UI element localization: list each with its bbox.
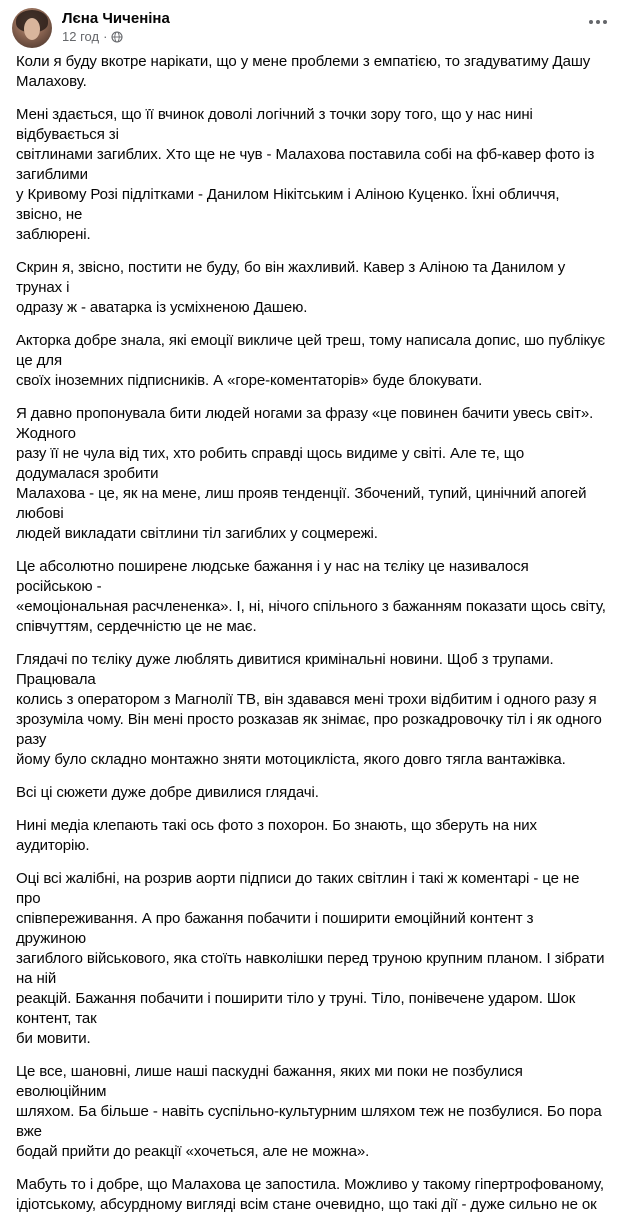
author-name[interactable]: Лєна Чиченіна — [62, 10, 170, 27]
paragraph: Глядачі по тєліку дуже люблять дивитися кримінальні новини. Щоб з трупами. Працювала колись з оператором з Магнолії ТВ, він здавався мені трохи відбитим і одного разу я зрозуміла чому. Він мені просто розказав як знімає, про розкадровочку тіл і як одного разу йому було складно монтажно зняти мотоцикліста, якого довго тягла вантажівка. — [16, 651, 602, 768]
paragraph: Скрин я, звісно, постити не буду, бо він жахливий. Кавер з Аліною та Данилом у трунах і одразу ж - аватарка із усміхненою Дашею. — [16, 259, 566, 316]
paragraph: Я давно пропонувала бити людей ногами за фразу «це повинен бачити увесь світ». Жодного разу її не чула від тих, хто робить справді щось видиме у світі. Але те, що додумалася зробити Малахова - це, як на мене, лиш прояв тенденції. Збочений, тупий, цинічний апогей любові людей викладати світлини тіл загиблих у соцмережі. — [16, 405, 594, 542]
avatar-face — [24, 18, 40, 40]
paragraph: Оці всі жалібні, на розрив аорти підписи до таких світлин і такі ж коментарі - це не про співпереживання. А про бажання побачити і поширити емоційний контент з дружиною загиблого військового, яка стоїть навколішки перед труною крупним планом. І зібрати на ній реакцій. Бажання побачити і поширити тіло у труні. Тіло, понівечене ударом. Шок контент, так би мовити. — [16, 870, 605, 1047]
avatar[interactable] — [12, 8, 52, 48]
paragraph: Всі ці сюжети дуже добре дивилися глядачі. — [16, 784, 319, 801]
more-options-icon — [588, 19, 608, 25]
post-time[interactable]: 12 год — [62, 29, 100, 44]
globe-icon[interactable] — [111, 31, 123, 43]
paragraph: Коли я буду вкотре нарікати, що у мене проблеми з емпатією, то згадуватиму Дашу Малахову. — [16, 53, 591, 90]
post-text — [16, 52, 606, 1228]
paragraph: Мені здається, що її вчинок доволі логічний з точки зору того, що у нас нині відбувається зі світлинами загиблих. Хто ще не чув - Малахова поставила собі на фб-кавер фото із загиблими у Кривому Розі підлітками - Данилом Нікітським і Аліною Куценко. Їхні обличчя, звісно, не заблюрені. — [16, 106, 595, 243]
paragraph: Акторка добре знала, які емоції викличе цей треш, тому написала допис, шо публікує це для своїх іноземних підписників. А «горе-коментаторів» буде блокувати. — [16, 332, 606, 389]
more-options-button[interactable] — [586, 12, 610, 32]
post-meta: 12 год · — [62, 29, 123, 44]
paragraph: Це абсолютно поширене людське бажання і у нас на тєліку це називалося російською - «емоціональная расчлененка». І, ні, нічого спільного з бажанням показати щось світу, співчуттям, сердечністю це не має. — [16, 558, 606, 635]
post-header — [12, 8, 610, 48]
paragraph: Мабуть то і добре, що Малахова це запостила. Можливо у такому гіпертрофованому, ідіотському, абсурдному вигляді всім стане очевидно, що такі дії - дуже сильно не ок — [16, 1176, 604, 1213]
paragraph: Нині медіа клепають такі ось фото з похорон. Бо знають, що зберуть на них аудиторію. — [16, 817, 537, 854]
paragraph: Це все, шановні, лише наші паскудні бажання, яких ми поки не позбулися еволюційним шляхом. Ба більше - навіть суспільно-культурним шляхом теж не позбулися. Бо пора вже бодай прийти до реакції «хочеться, але не можна». — [16, 1063, 602, 1160]
